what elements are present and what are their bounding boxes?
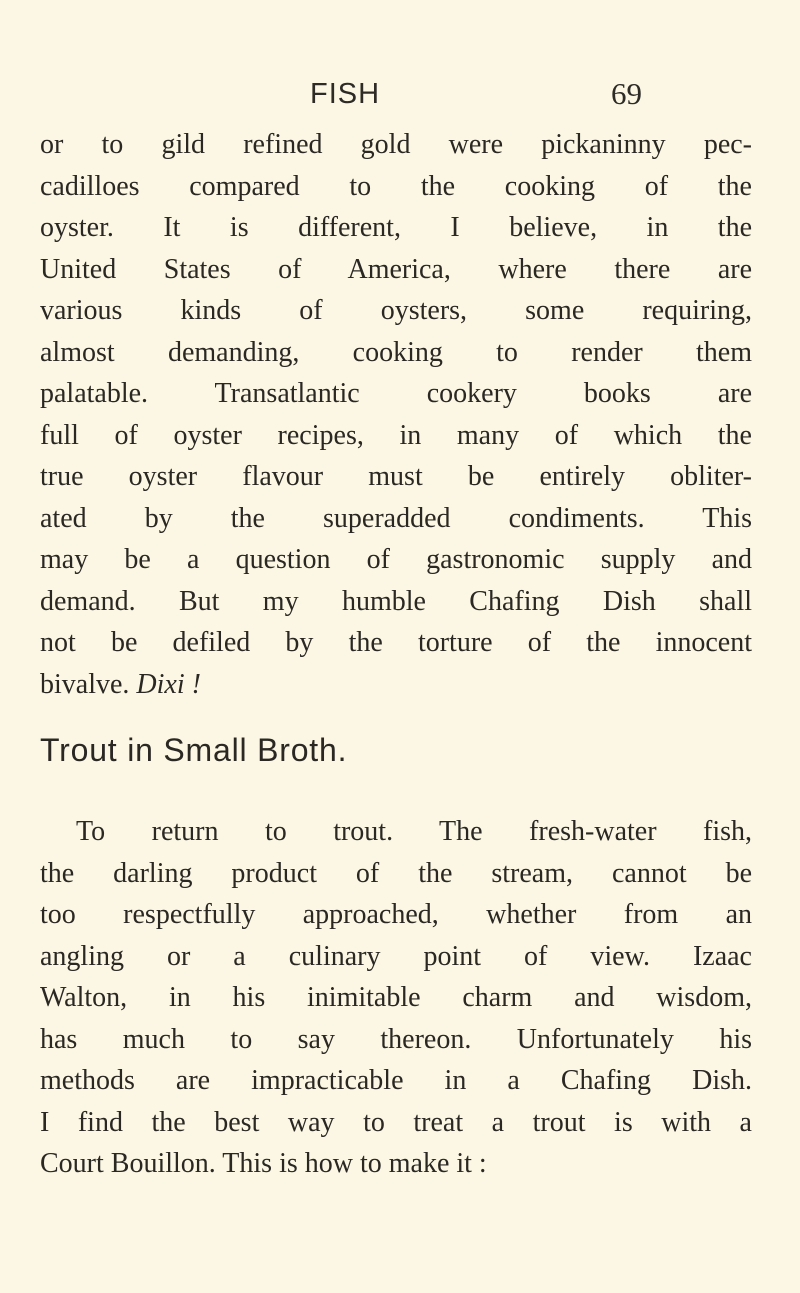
- text-line: oyster. It is different, I believe, in the: [40, 212, 752, 243]
- text-line: full of oyster recipes, in many of which the: [40, 419, 752, 451]
- text-line: cadilloes compared to the cooking of the: [40, 170, 752, 202]
- text-line: various kinds of oysters, some requiring,: [40, 295, 752, 326]
- text-line: methods are impracticable in a Chafing Dish.: [40, 1065, 752, 1096]
- text-line: the darling product of the stream, cannot be: [40, 857, 752, 889]
- text-line: true oyster flavour must be entirely obliter-: [40, 461, 752, 492]
- running-title: FISH: [310, 78, 381, 110]
- text-line: Walton, in his inimitable charm and wisdom,: [40, 982, 752, 1013]
- text-line: may be a question of gastronomic supply and: [40, 544, 752, 575]
- paragraph-oyster: [40, 124, 752, 705]
- text-line: not be defiled by the torture of the innocent: [40, 627, 752, 658]
- text-line: palatable. Transatlantic cookery books are: [40, 378, 752, 409]
- running-head: [0, 76, 800, 116]
- text-line: angling or a culinary point of view. Izaac: [40, 940, 752, 972]
- text-line: ated by the superadded condiments. This: [40, 502, 752, 534]
- page-number: 69: [611, 76, 642, 111]
- section-heading: Trout in Small Broth.: [40, 732, 348, 768]
- text-line: demand. But my humble Chafing Dish shall: [40, 585, 752, 617]
- text-line-last: Court Bouillon. This is how to make it :: [40, 1148, 487, 1179]
- dixi-italic: Dixi !: [136, 668, 201, 700]
- text-line: too respectfully approached, whether from an: [40, 899, 752, 930]
- text-line: almost demanding, cooking to render them: [40, 336, 752, 368]
- paragraph-trout: [40, 811, 752, 1185]
- text-line: To return to trout. The fresh-water fish,: [76, 816, 752, 847]
- text-line: United States of America, where there are: [40, 253, 752, 285]
- text-line-last: [40, 664, 752, 706]
- last-line-text: bivalve.: [40, 668, 130, 700]
- text-line: I find the best way to treat a trout is with a: [40, 1106, 752, 1138]
- text-line: has much to say thereon. Unfortunately his: [40, 1023, 752, 1055]
- text-line: or to gild refined gold were pickaninny pec-: [40, 129, 752, 160]
